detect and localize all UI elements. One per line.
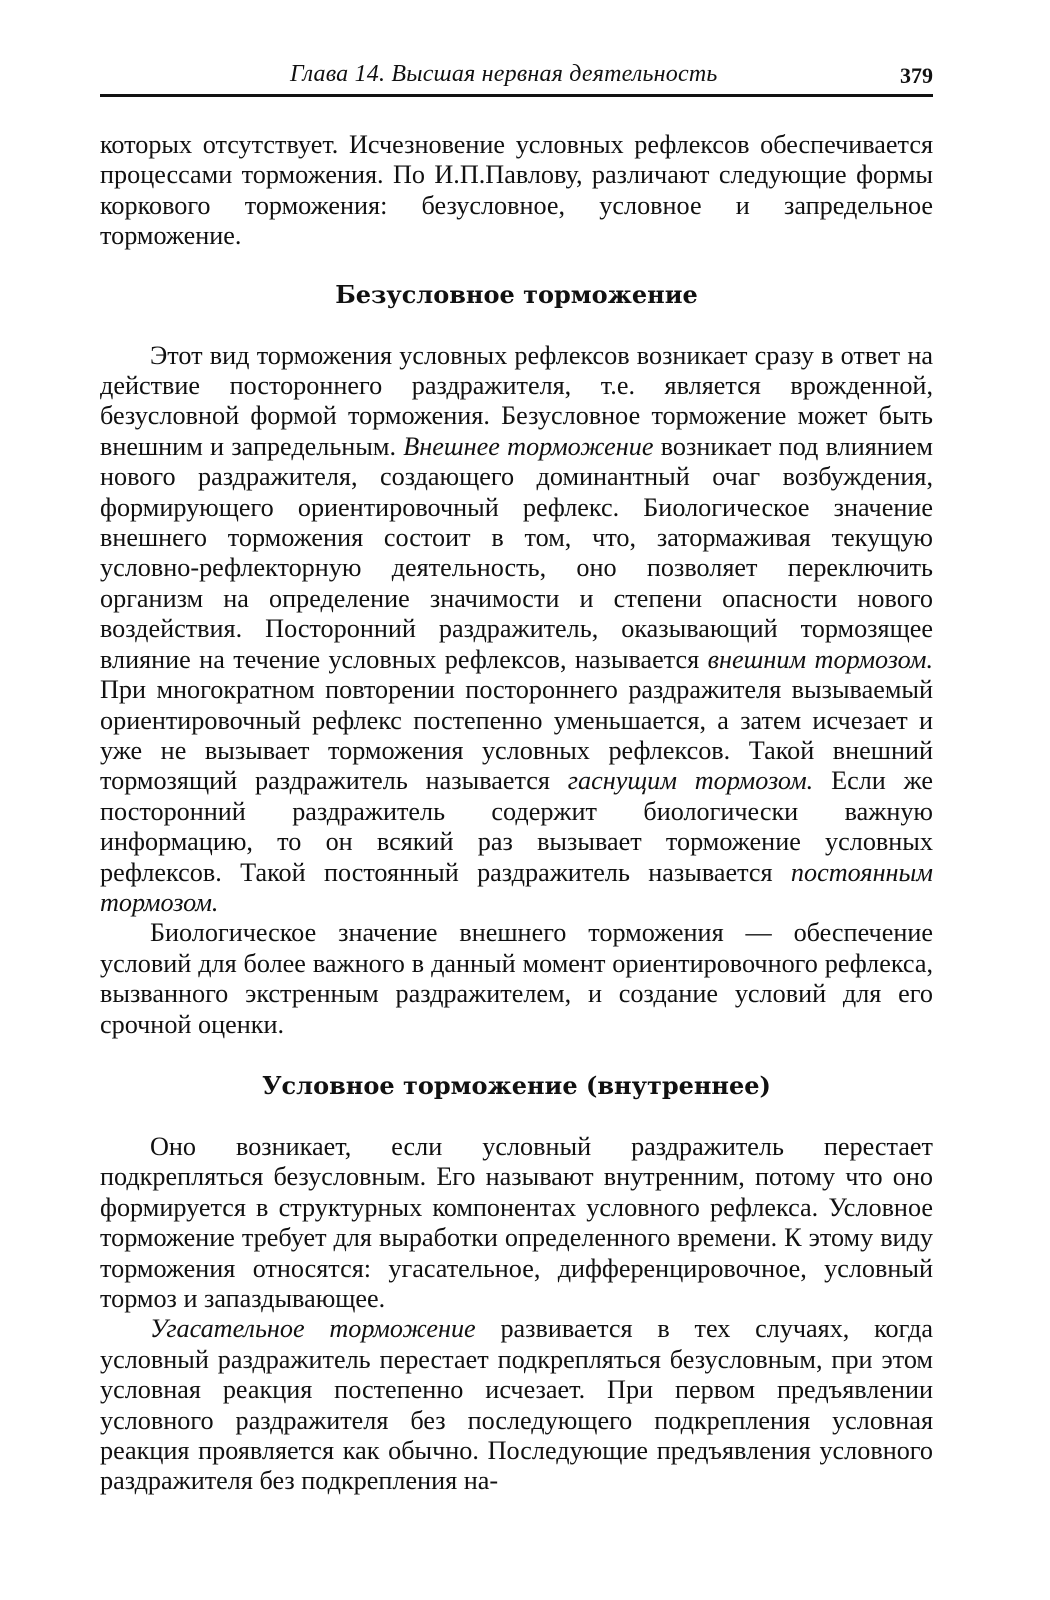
section-heading-unconditioned-inhibition: Безусловное торможение <box>335 279 698 309</box>
book-page <box>100 60 933 1497</box>
section-heading-conditioned-inhibition: Условное торможение (внутреннее) <box>262 1070 771 1100</box>
italic-term: внешним тормозом. <box>707 644 934 674</box>
text-run: Этот вид торможения условных рефлексов возникает сразу в ответ на действие постороннего раздражителя, т.е. является врожденной, безусловной формой торможения. Безусловное торможение может быть внешним и запредельным. <box>100 340 933 461</box>
paragraph-continuation: которых отсутствует. Исчезновение условных рефлексов обеспечивается процессами торможения. По И.П.Павлову, различают следующие формы коркового торможения: безусловное, условное и запредельное торможение. <box>100 130 933 251</box>
text-run: Если же посторонний раздражитель содержит биологически важную информацию, то он всякий раз вызывает торможение условных рефлексов. Такой постоянный раздражитель называется <box>100 766 934 887</box>
text-run: развивается в тех случаях, когда условный раздражитель перестает подкрепляться безусловным, при этом условная реакция постепенно исчезает. При первом предъявлении условного раздражителя без последующего подкрепления условная реакция проявляется как обычно. Последующие предъявления условного раздражителя без подкрепления на- <box>100 1314 933 1496</box>
paragraph-extinctive-inhibition <box>100 1314 933 1496</box>
italic-term: постоянным тормозом. <box>100 857 933 917</box>
italic-term: гаснущим тормозом. <box>567 766 814 796</box>
text-run: При многократном повторении постороннего раздражителя вызываемый ориентировочный рефлекс постепенно уменьшается, а затем исчезает и уже не вызывает торможения условных рефлексов. Такой внешний тормозящий раздражитель называется <box>100 675 933 796</box>
paragraph-conditioned-inhibition: Оно возникает, если условный раздражитель перестает подкрепляться безусловным. Его называют внутренним, потому что оно формируется в структурных компонентах условного рефлекса. Условное торможение требует для выработки определенного времени. К этому виду торможения относятся: угасательное, дифференцировочное, условный тормоз и запаздывающее. <box>100 1131 933 1313</box>
page-number: 379 <box>900 63 933 88</box>
page-body <box>100 130 933 1497</box>
paragraph-unconditioned-inhibition <box>100 341 933 919</box>
paragraph-biological-significance: Биологическое значение внешнего торможения — обеспечение условий для более важного в данный момент ориентировочного рефлекса, вызванного экстренным раздражителем, и создание условий для его срочной оценки. <box>100 918 933 1039</box>
chapter-title: Глава 14. Высшая нервная деятельность <box>290 61 718 87</box>
italic-term: Внешнее торможение <box>403 431 654 461</box>
italic-term: Угасательное торможение <box>150 1314 476 1344</box>
text-run: возникает под влиянием нового раздражителя, создающего доминантный очаг возбуждения, формирующего ориентировочный рефлекс. Биологическое значение внешнего торможения состоит в том, что, затормаживая текущую условно-рефлекторную деятельность, оно позволяет переключить организм на определение значимости и степени опасности нового воздействия. Посторонний раздражитель, оказывающий тормозящее влияние на течение условных рефлексов, называется <box>100 431 933 674</box>
running-header <box>100 60 933 97</box>
